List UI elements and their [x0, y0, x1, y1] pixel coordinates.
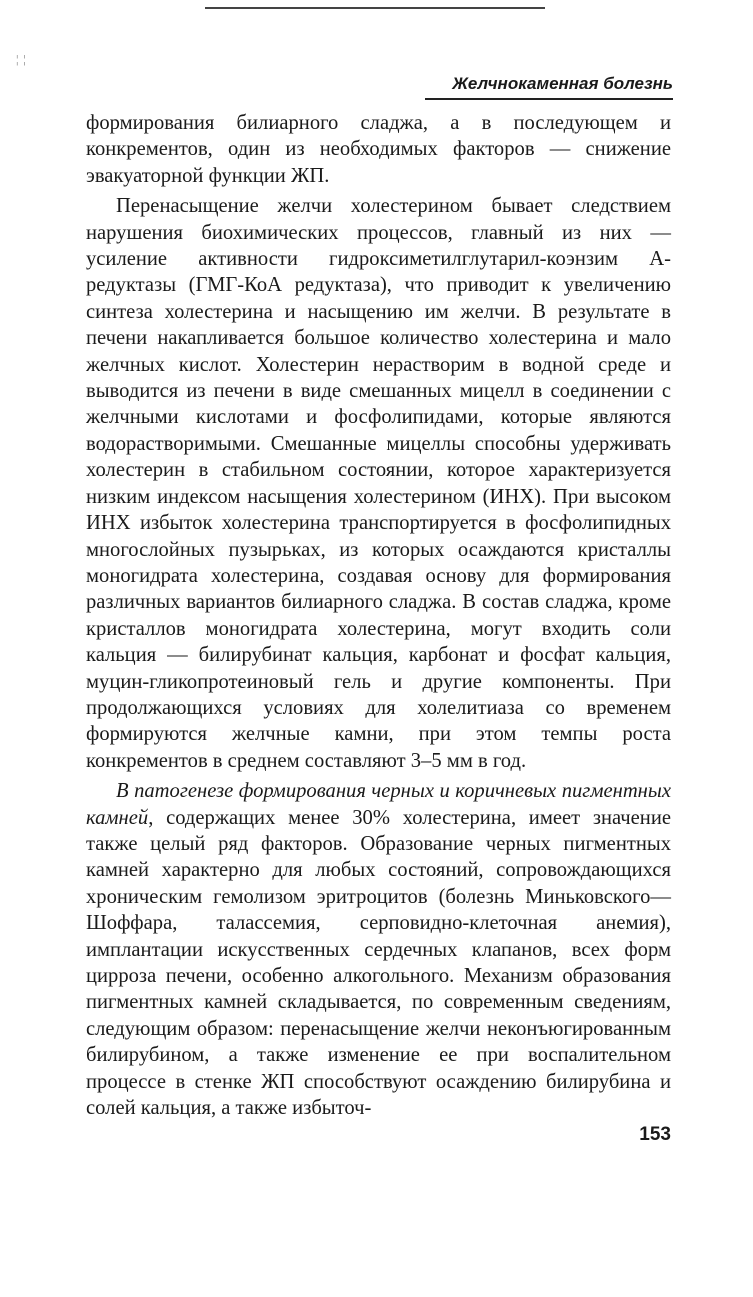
- page-text: [86, 110, 671, 1121]
- paragraph-2: Перенасыщение желчи холестерином бывает следствием нарушения биохимических процессов, главный из них — усиление активности гидроксиметилглутарил-коэнзим А-редуктазы (ГМГ-КоА редуктаза), что приводит к увеличению синтеза холестерина и насыщению им желчи. В результате в печени накапливается большое количество холестерина и мало желчных кислот. Холестерин нерастворим в водной среде и выводится из печени в виде смешанных мицелл в соединении с желчными кислотами и фосфолипидами, которые являются водорастворимыми. Смешанные мицеллы способны удерживать холестерин в стабильном состоянии, которое характеризуется низким индексом насыщения холестерином (ИНХ). При высоком ИНХ избыток холестерина транспортируется в фосфолипидных многослойных пузырьках, из которых осаждаются кристаллы моногидрата холестерина, создавая основу для формирования различных вариантов билиарного сладжа. В состав сладжа, кроме кристаллов моногидрата холестерина, могут входить соли кальция — билирубинат кальция, карбонат и фосфат кальция, муцин-гликопротеиновый гель и другие компоненты. При продолжающихся условиях для холелитиаза со временем формируются желчные камни, при этом темпы роста конкрементов в среднем составляют 3–5 мм в год.: [86, 195, 671, 772]
- paragraph-3-italic-lead: В патогенезе формирования черных и коричневых пигментных камней: [86, 780, 671, 829]
- margin-mark: ¦ ¦: [16, 52, 27, 66]
- paragraph-3-text: , содержащих менее 30% холестерина, имеет значение также целый ряд факторов. Образование черных пигментных камней характерно для любых состояний, сопровождающихся хроническим гемолизом эритроцитов (болезнь Миньковского—Шоффара, талассемия, серповидно-клеточная анемия), имплантации искусственных сердечных клапанов, всех форм цирроза печени, особенно алкогольного. Механизм образования пигментных камней складывается, по современным сведениям, следующим образом: перенасыщение желчи неконъюгированным билирубином, а также изменение ее при воспалительном процессе в стенке ЖП способствуют осаждению билирубина и солей кальция, а также избыточ-: [86, 806, 671, 1120]
- paragraph-3: [86, 778, 671, 1121]
- running-title: Желчнокаменная болезнь: [452, 74, 673, 93]
- paragraph-1: формирования билиарного сладжа, а в последующем и конкрементов, один из необходимых факторов — снижение эвакуаторной функции ЖП.: [86, 112, 671, 187]
- top-edge-rule: [205, 7, 545, 9]
- page-number: 153: [639, 1124, 671, 1145]
- header-rule: [425, 98, 673, 100]
